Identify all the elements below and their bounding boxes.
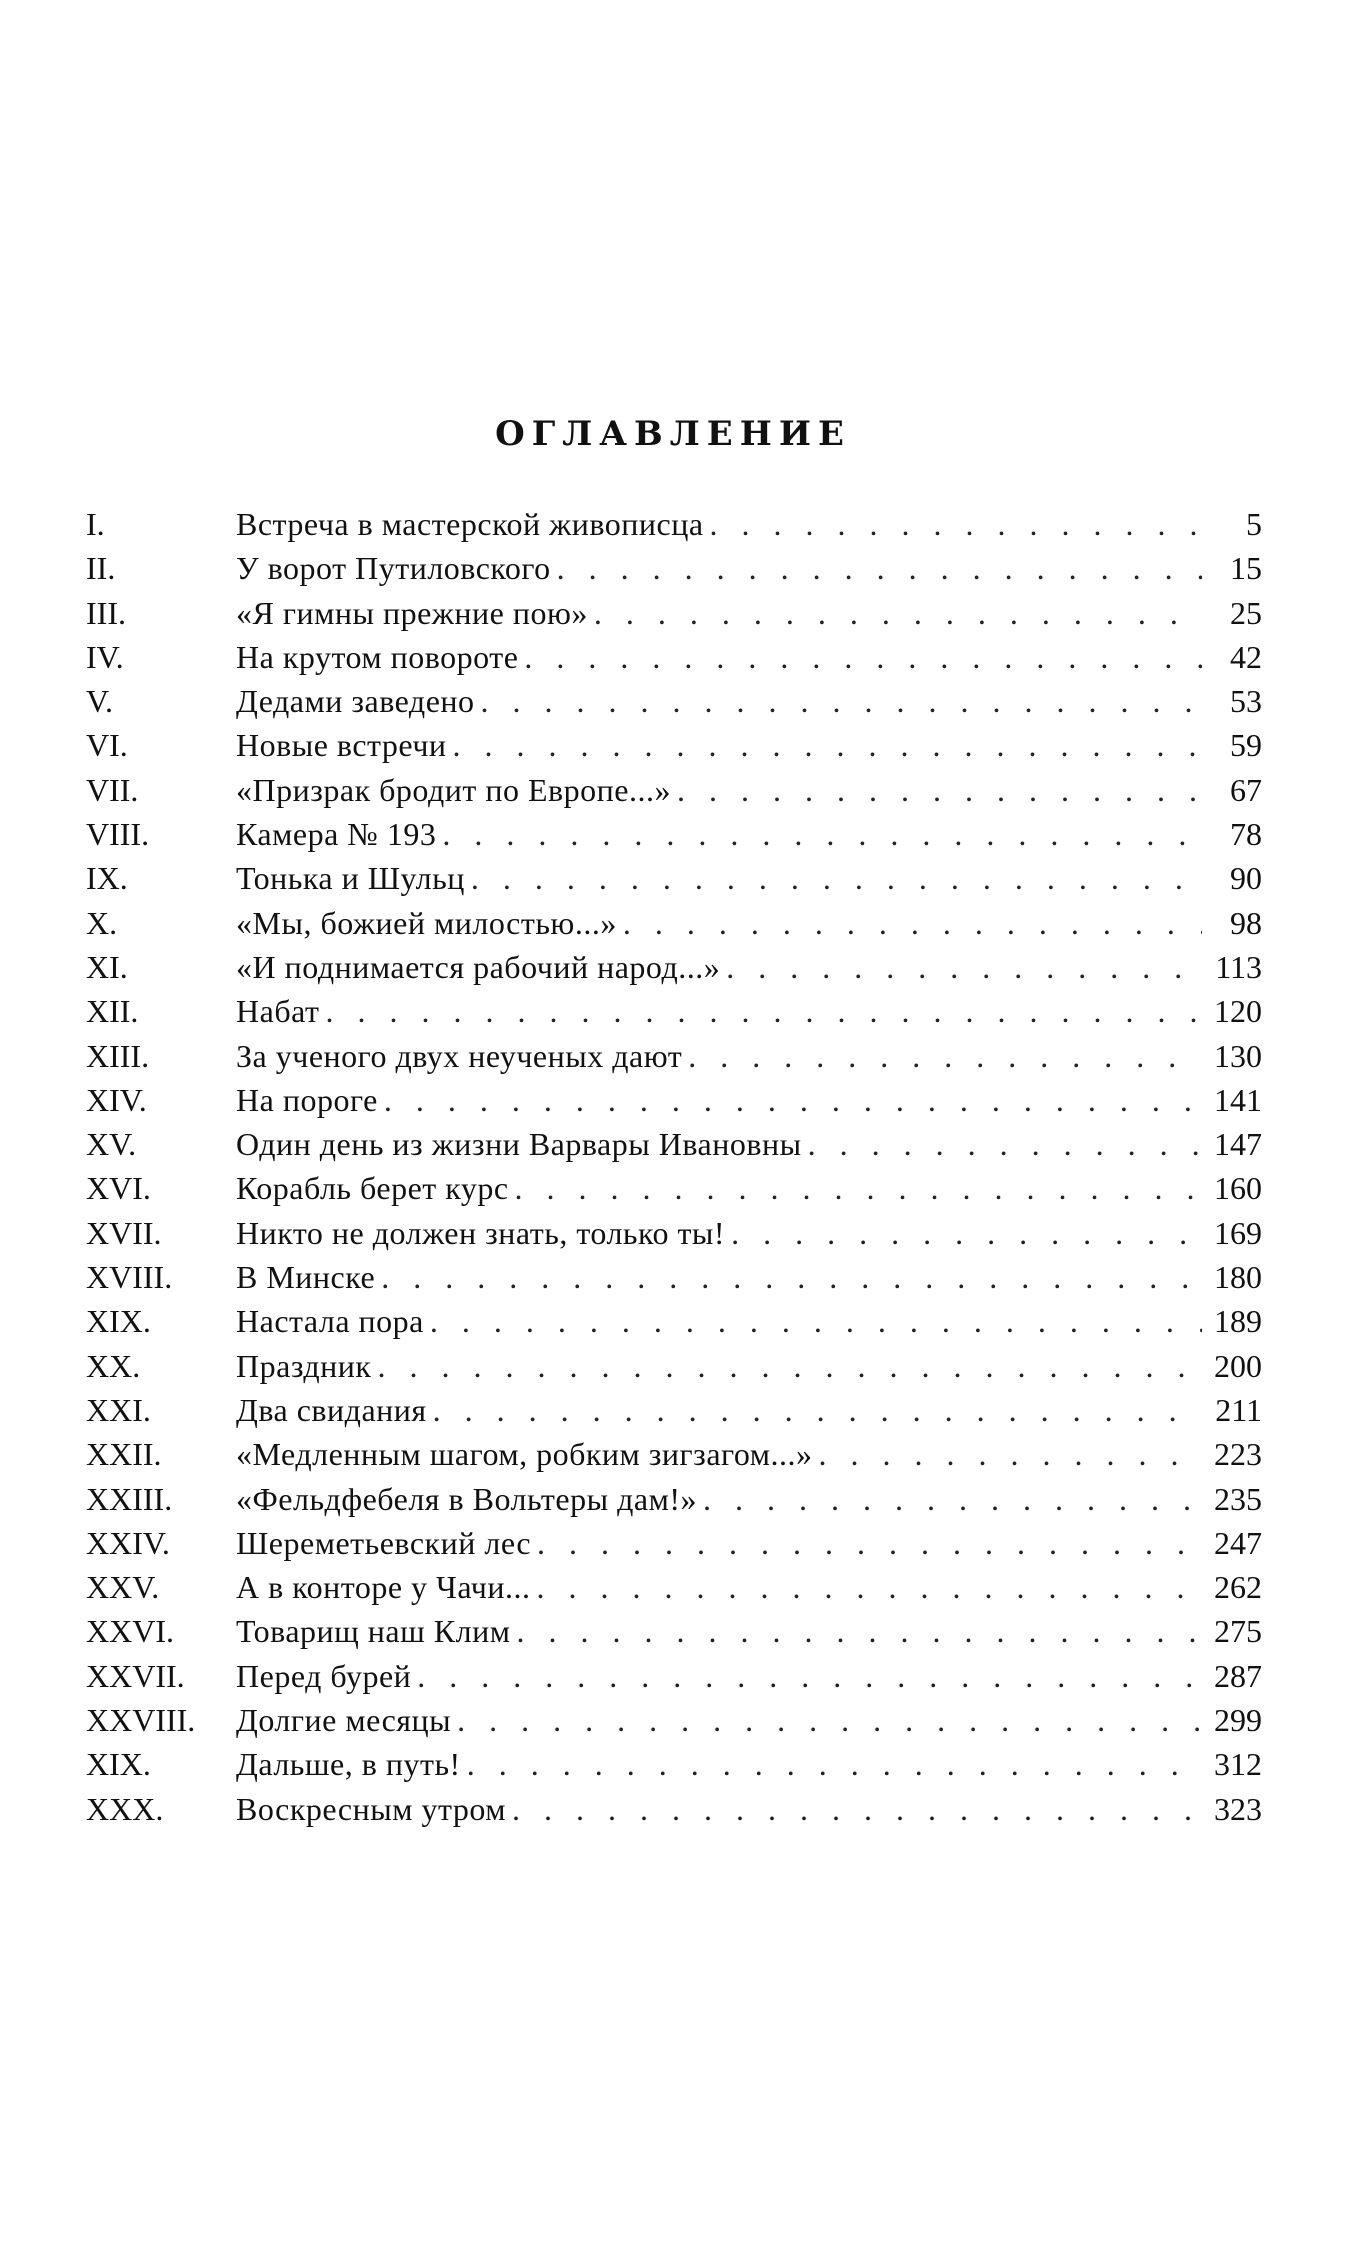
- chapter-title: У ворот Путиловского: [236, 550, 551, 587]
- toc-entry: [86, 856, 1262, 900]
- toc-entry: [86, 1432, 1262, 1476]
- page-number: 189: [1214, 1303, 1262, 1340]
- toc-entry: [86, 1344, 1262, 1388]
- chapter-number: II.: [86, 550, 116, 587]
- toc-entry: [86, 591, 1262, 635]
- toc-entry: [86, 1477, 1262, 1521]
- chapter-title: На пороге: [236, 1081, 378, 1118]
- chapter-number: XXX.: [86, 1790, 164, 1827]
- page-number: 113: [1215, 948, 1262, 985]
- chapter-title: Два свидания: [236, 1391, 427, 1428]
- chapter-title: Тонька и Шульц: [236, 860, 465, 897]
- page-number: 275: [1214, 1613, 1262, 1650]
- leader-dots: [381, 1255, 1202, 1299]
- page-number: 90: [1230, 860, 1262, 897]
- chapter-title: На крутом повороте: [236, 638, 519, 675]
- chapter-title: Настала пора: [236, 1303, 424, 1340]
- page-number: 169: [1214, 1214, 1262, 1251]
- chapter-title: Один день из жизни Варвары Ивановны: [236, 1126, 802, 1163]
- chapter-number: III.: [86, 594, 126, 631]
- leader-dots: [325, 989, 1202, 1033]
- leader-dots: [808, 1122, 1202, 1166]
- chapter-title: «Медленным шагом, робким зигзагом...»: [236, 1436, 813, 1473]
- chapter-number: IV.: [86, 638, 124, 675]
- chapter-title: А в конторе у Чачи...: [236, 1569, 531, 1606]
- chapter-number: IX.: [86, 860, 128, 897]
- page-number: 67: [1230, 771, 1262, 808]
- leader-dots: [377, 1344, 1202, 1388]
- toc-entry: [86, 723, 1262, 767]
- chapter-title: «Призрак бродит по Европе...»: [236, 771, 671, 808]
- chapter-title: За ученого двух неученых дают: [236, 1037, 683, 1074]
- leader-dots: [537, 1521, 1202, 1565]
- toc-entry: [86, 1742, 1262, 1786]
- chapter-title: Воскресным утром: [236, 1790, 506, 1827]
- chapter-number: XX.: [86, 1347, 141, 1384]
- chapter-number: XXIII.: [86, 1480, 173, 1517]
- chapter-number: XVII.: [86, 1214, 162, 1251]
- page-number: 5: [1246, 506, 1262, 542]
- page-number: 160: [1214, 1170, 1262, 1207]
- leader-dots: [731, 1211, 1202, 1255]
- leader-dots: [536, 1565, 1202, 1609]
- page-number: 200: [1214, 1347, 1262, 1384]
- toc-entry: [86, 679, 1262, 723]
- chapter-number: VIII.: [86, 816, 150, 853]
- chapter-title: «Мы, божией милостью...»: [236, 904, 617, 941]
- toc-entry: [86, 1211, 1262, 1255]
- page-number: 247: [1214, 1524, 1262, 1561]
- toc-entry: [86, 1609, 1262, 1653]
- chapter-title: В Минске: [236, 1259, 376, 1296]
- chapter-number: XIV.: [86, 1081, 147, 1118]
- toc-entry: [86, 1299, 1262, 1343]
- chapter-title: Шереметьевский лес: [236, 1524, 532, 1561]
- chapter-number: XI.: [86, 948, 128, 985]
- toc-entry: [86, 1122, 1262, 1166]
- leader-dots: [433, 1388, 1202, 1432]
- page-number: 141: [1214, 1081, 1262, 1118]
- toc-entry: [86, 989, 1262, 1033]
- chapter-number: XVI.: [86, 1170, 151, 1207]
- chapter-number: XXVIII.: [86, 1702, 196, 1739]
- leader-dots: [594, 591, 1202, 635]
- page-number: 59: [1230, 727, 1262, 764]
- toc-entry: [86, 1078, 1262, 1122]
- toc-entry: [86, 546, 1262, 590]
- chapter-title: Дедами заведено: [236, 683, 475, 720]
- toc-entry: [86, 945, 1262, 989]
- chapter-title: Никто не должен знать, только ты!: [236, 1214, 726, 1251]
- chapter-title: «Фельдфебеля в Вольтеры дам!»: [236, 1480, 697, 1517]
- leader-dots: [688, 1034, 1202, 1078]
- chapter-title: Долгие месяцы: [236, 1702, 452, 1739]
- chapter-title: Камера № 193: [236, 816, 437, 853]
- leader-dots: [703, 1477, 1202, 1521]
- chapter-number: XIX.: [86, 1303, 151, 1340]
- page-number: 42: [1230, 638, 1262, 675]
- leader-dots: [384, 1078, 1202, 1122]
- chapter-title: Корабль берет курс: [236, 1170, 509, 1207]
- chapter-number: XVIII.: [86, 1259, 173, 1296]
- leader-dots: [557, 546, 1202, 590]
- leader-dots: [481, 679, 1202, 723]
- toc-entry: [86, 1255, 1262, 1299]
- chapter-number: XXVI.: [86, 1613, 174, 1650]
- toc-entry: [86, 768, 1262, 812]
- leader-dots: [623, 901, 1202, 945]
- page-title: ОГЛАВЛЕНИЕ: [495, 414, 851, 454]
- page-number: 287: [1214, 1657, 1262, 1694]
- leader-dots: [512, 1787, 1202, 1831]
- page-number: 98: [1230, 904, 1262, 941]
- page-number: 25: [1230, 594, 1262, 631]
- leader-dots: [417, 1654, 1202, 1698]
- chapter-number: XXVII.: [86, 1657, 185, 1694]
- chapter-number: I.: [86, 506, 105, 542]
- chapter-number: XV.: [86, 1126, 137, 1163]
- leader-dots: [515, 1166, 1202, 1210]
- leader-dots: [726, 945, 1202, 989]
- leader-dots: [453, 723, 1202, 767]
- page-number: 180: [1214, 1259, 1262, 1296]
- toc-entry: [86, 1698, 1262, 1742]
- table-of-contents: [86, 502, 1262, 1831]
- chapter-number: VII.: [86, 771, 139, 808]
- page-number: 262: [1214, 1569, 1262, 1606]
- toc-entry: [86, 1034, 1262, 1078]
- page-number: 53: [1230, 683, 1262, 720]
- chapter-number: XXV.: [86, 1569, 160, 1606]
- page-number: 312: [1214, 1746, 1262, 1783]
- toc-entry: [86, 812, 1262, 856]
- chapter-title: Новые встречи: [236, 727, 447, 764]
- toc-entry: [86, 1388, 1262, 1432]
- leader-dots: [818, 1432, 1202, 1476]
- toc-entry: [86, 1654, 1262, 1698]
- toc-entry: [86, 1521, 1262, 1565]
- leader-dots: [710, 502, 1202, 546]
- page-number: 120: [1214, 993, 1262, 1030]
- leader-dots: [457, 1698, 1202, 1742]
- chapter-number: X.: [86, 904, 118, 941]
- chapter-title: Дальше, в путь!: [236, 1746, 461, 1783]
- toc-entry: [86, 901, 1262, 945]
- chapter-number: XIX.: [86, 1746, 151, 1783]
- leader-dots: [467, 1742, 1202, 1786]
- page-number: 235: [1214, 1480, 1262, 1517]
- page-number: 78: [1230, 816, 1262, 853]
- chapter-title: Встреча в мастерской живописца: [236, 506, 704, 542]
- chapter-title: «Я гимны прежние пою»: [236, 594, 588, 631]
- leader-dots: [677, 768, 1202, 812]
- page-number: 223: [1214, 1436, 1262, 1473]
- page-number: 211: [1215, 1391, 1262, 1428]
- page-number: 323: [1214, 1790, 1262, 1827]
- toc-entry: [86, 502, 1262, 546]
- leader-dots: [524, 635, 1202, 679]
- chapter-number: V.: [86, 683, 113, 720]
- chapter-title: Товарищ наш Клим: [236, 1613, 511, 1650]
- toc-entry: [86, 635, 1262, 679]
- page-number: 15: [1230, 550, 1262, 587]
- toc-entry: [86, 1787, 1262, 1831]
- leader-dots: [430, 1299, 1202, 1343]
- leader-dots: [442, 812, 1202, 856]
- toc-entry: [86, 1565, 1262, 1609]
- chapter-number: XXI.: [86, 1391, 151, 1428]
- chapter-number: XXII.: [86, 1436, 162, 1473]
- page-number: 130: [1214, 1037, 1262, 1074]
- chapter-number: VI.: [86, 727, 128, 764]
- page-number: 299: [1214, 1702, 1262, 1739]
- chapter-title: «И поднимается рабочий народ...»: [236, 948, 721, 985]
- chapter-title: Праздник: [236, 1347, 372, 1384]
- chapter-title: Набат: [236, 993, 320, 1030]
- chapter-title: Перед бурей: [236, 1657, 412, 1694]
- page-number: 147: [1214, 1126, 1262, 1163]
- chapter-number: XIII.: [86, 1037, 150, 1074]
- chapter-number: XII.: [86, 993, 139, 1030]
- leader-dots: [471, 856, 1202, 900]
- leader-dots: [516, 1609, 1202, 1653]
- toc-entry: [86, 1166, 1262, 1210]
- chapter-number: XXIV.: [86, 1524, 170, 1561]
